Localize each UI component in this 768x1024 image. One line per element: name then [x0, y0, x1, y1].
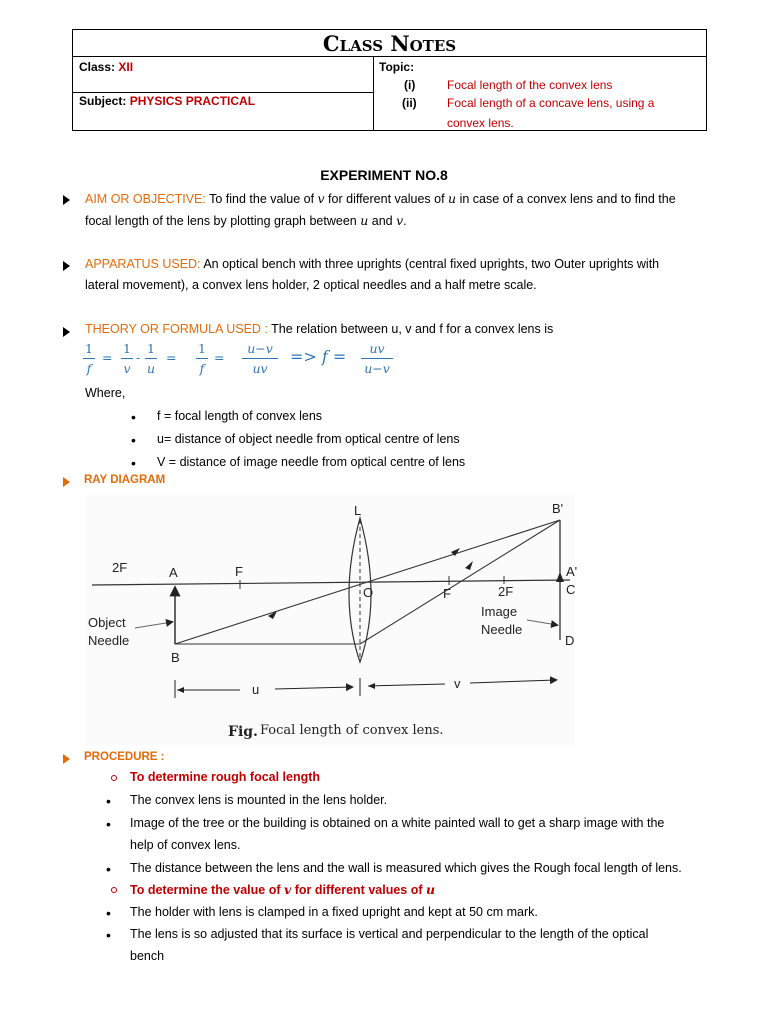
aim-text-f: .	[403, 214, 407, 228]
procedure-sub-1: To determine rough focal length	[130, 770, 321, 784]
aim-line-1	[85, 191, 676, 206]
ray-diagram-arrow-icon	[63, 476, 70, 490]
formula-bar-4	[196, 358, 208, 359]
ray-diagram-label: RAY DIAGRAM	[84, 474, 166, 486]
aim-u: u	[448, 191, 457, 206]
sub2-v: v	[283, 882, 292, 897]
apparatus-label: APPARATUS USED:	[85, 257, 201, 271]
procedure-sub-2	[130, 882, 435, 897]
table-divider-vertical	[373, 57, 374, 131]
label-object-needle: Needle	[88, 633, 130, 648]
label-2F-left: 2F	[112, 560, 128, 575]
where-label: Where,	[85, 386, 126, 400]
formula-num-5: u−v	[247, 341, 273, 356]
label-object: Object	[88, 615, 126, 630]
formula-minus: -	[136, 350, 141, 365]
topic-text-3: convex lens.	[447, 116, 514, 130]
aim-v: v	[317, 191, 325, 206]
subject-value: PHYSICS PRACTICAL	[129, 94, 256, 108]
formula-bar-5	[242, 358, 278, 359]
class-label: Class:	[79, 60, 116, 74]
topic-text-1: Focal length of the convex lens	[447, 78, 613, 92]
bullet-dot: •	[131, 455, 136, 471]
aim-v2: v	[396, 213, 404, 228]
table-divider-horizontal	[73, 92, 374, 93]
label-2F-right: 2F	[498, 584, 514, 599]
experiment-title: EXPERIMENT NO.8	[320, 167, 448, 183]
formula-implies: => f =	[290, 347, 347, 366]
bullet-dot: •	[106, 861, 111, 877]
label-B: B	[171, 650, 180, 665]
formula-num-4: 1	[198, 341, 206, 356]
aim-text-a: To find the value of	[205, 192, 318, 206]
apparatus-text-1: An optical bench with three uprights (central fixed uprights, two Outer uprights with	[200, 257, 660, 271]
bullet-dot: •	[106, 793, 111, 809]
label-v: v	[454, 676, 461, 691]
formula-den-2: v	[123, 361, 131, 376]
label-B-prime: B'	[552, 501, 564, 516]
label-image: Image	[481, 604, 518, 619]
procedure-item-1: The convex lens is mounted in the lens holder.	[130, 793, 388, 807]
procedure-item-2-cont: help of convex lens.	[130, 838, 241, 852]
label-A: A	[169, 565, 178, 580]
formula-num-1: 1	[85, 341, 93, 356]
formula-bar-2	[121, 358, 133, 359]
subject-cell	[79, 94, 255, 108]
label-F-right: F	[443, 586, 451, 601]
sub2-text-b: for different values of	[291, 883, 426, 897]
procedure-item-2: Image of the tree or the building is obtained on a white painted wall to get a sharp image with the	[130, 816, 665, 830]
aim-text-d: focal length of the lens by plotting graph between	[85, 214, 361, 228]
theory-bullet-1: f = focal length of convex lens	[157, 409, 323, 423]
bullet-dot: •	[106, 816, 111, 832]
label-D: D	[565, 633, 575, 648]
formula-num-2: 1	[123, 341, 131, 356]
caption-fig: Fig.	[228, 724, 258, 740]
formula-eq-2: =	[166, 350, 177, 365]
topic-label: Topic:	[379, 60, 415, 74]
label-image-needle: Needle	[481, 622, 523, 637]
theory-line	[85, 322, 553, 336]
procedure-item-5: The lens is so adjusted that its surface is vertical and perpendicular to the length of the optical	[130, 927, 649, 941]
class-cell	[79, 60, 133, 74]
page-title: Class Notes	[73, 30, 706, 57]
label-L: L	[354, 503, 362, 518]
aim-text-b: for different values of	[324, 192, 449, 206]
procedure-arrow-icon	[63, 753, 70, 767]
class-value: XII	[118, 60, 134, 74]
formula-bar-1	[83, 358, 95, 359]
label-u: u	[252, 682, 260, 697]
procedure-item-4: The holder with lens is clamped in a fixed upright and kept at 50 cm mark.	[130, 905, 538, 919]
theory-bullet-2: u= distance of object needle from optical centre of lens	[157, 432, 460, 446]
theory-arrow-icon	[63, 326, 70, 340]
aim-arrow-icon	[63, 194, 70, 208]
apparatus-line-1	[85, 257, 659, 271]
procedure-item-5-cont: bench	[130, 949, 165, 963]
formula-num-3: 1	[147, 341, 155, 356]
formula-eq-3: =	[214, 350, 225, 365]
aim-u2: u	[360, 213, 369, 228]
caption-text: Focal length of convex lens.	[260, 723, 444, 738]
label-C: C	[566, 582, 576, 597]
theory-bullet-3: V = distance of image needle from optical centre of lens	[157, 455, 466, 469]
aim-text-e: and	[368, 214, 397, 228]
formula-den-3: u	[146, 361, 156, 376]
topic-num-1: (i)	[404, 78, 416, 92]
bullet-dot: •	[106, 905, 111, 921]
topic-text-2: Focal length of a concave lens, using a	[447, 96, 655, 110]
label-O: O	[363, 585, 374, 600]
procedure-label: PROCEDURE :	[84, 751, 165, 763]
subject-label: Subject:	[79, 94, 127, 108]
topic-num-2: (ii)	[402, 96, 417, 110]
formula-den-5: uv	[252, 361, 268, 376]
ray-diagram-figure	[85, 495, 578, 745]
formula-num-6: uv	[369, 341, 385, 356]
formula-eq-1: =	[102, 350, 113, 365]
bullet-dot: •	[106, 927, 111, 943]
theory-label: THEORY OR FORMULA USED :	[85, 322, 268, 336]
theory-text: The relation between u, v and f for a convex lens is	[267, 322, 554, 336]
circle-bullet	[111, 775, 117, 781]
formula-bar-3	[145, 358, 157, 359]
procedure-item-3: The distance between the lens and the wall is measured which gives the Rough focal length of lens.	[130, 861, 682, 875]
sub2-text-a: To determine the value of	[130, 883, 284, 897]
header-table	[72, 29, 707, 131]
label-F-left: F	[235, 564, 243, 579]
bullet-dot: •	[131, 432, 136, 448]
circle-bullet	[111, 887, 117, 893]
formula-den-1: f	[86, 361, 92, 376]
label-A-prime: A'	[566, 564, 578, 579]
bullet-dot: •	[131, 409, 136, 425]
apparatus-line-2: lateral movement), a convex lens holder, 2 optical needles and a half metre scale.	[85, 278, 537, 292]
formula-bar-6	[361, 358, 393, 359]
aim-line-2	[85, 213, 407, 228]
formula-den-6: u−v	[364, 361, 390, 376]
formula-den-4: f	[199, 361, 205, 376]
sub2-u: u	[425, 882, 436, 897]
aim-label: AIM OR OBJECTIVE:	[85, 192, 206, 206]
aim-text-c: in case of a convex lens and to find the	[456, 192, 676, 206]
apparatus-arrow-icon	[63, 260, 70, 274]
